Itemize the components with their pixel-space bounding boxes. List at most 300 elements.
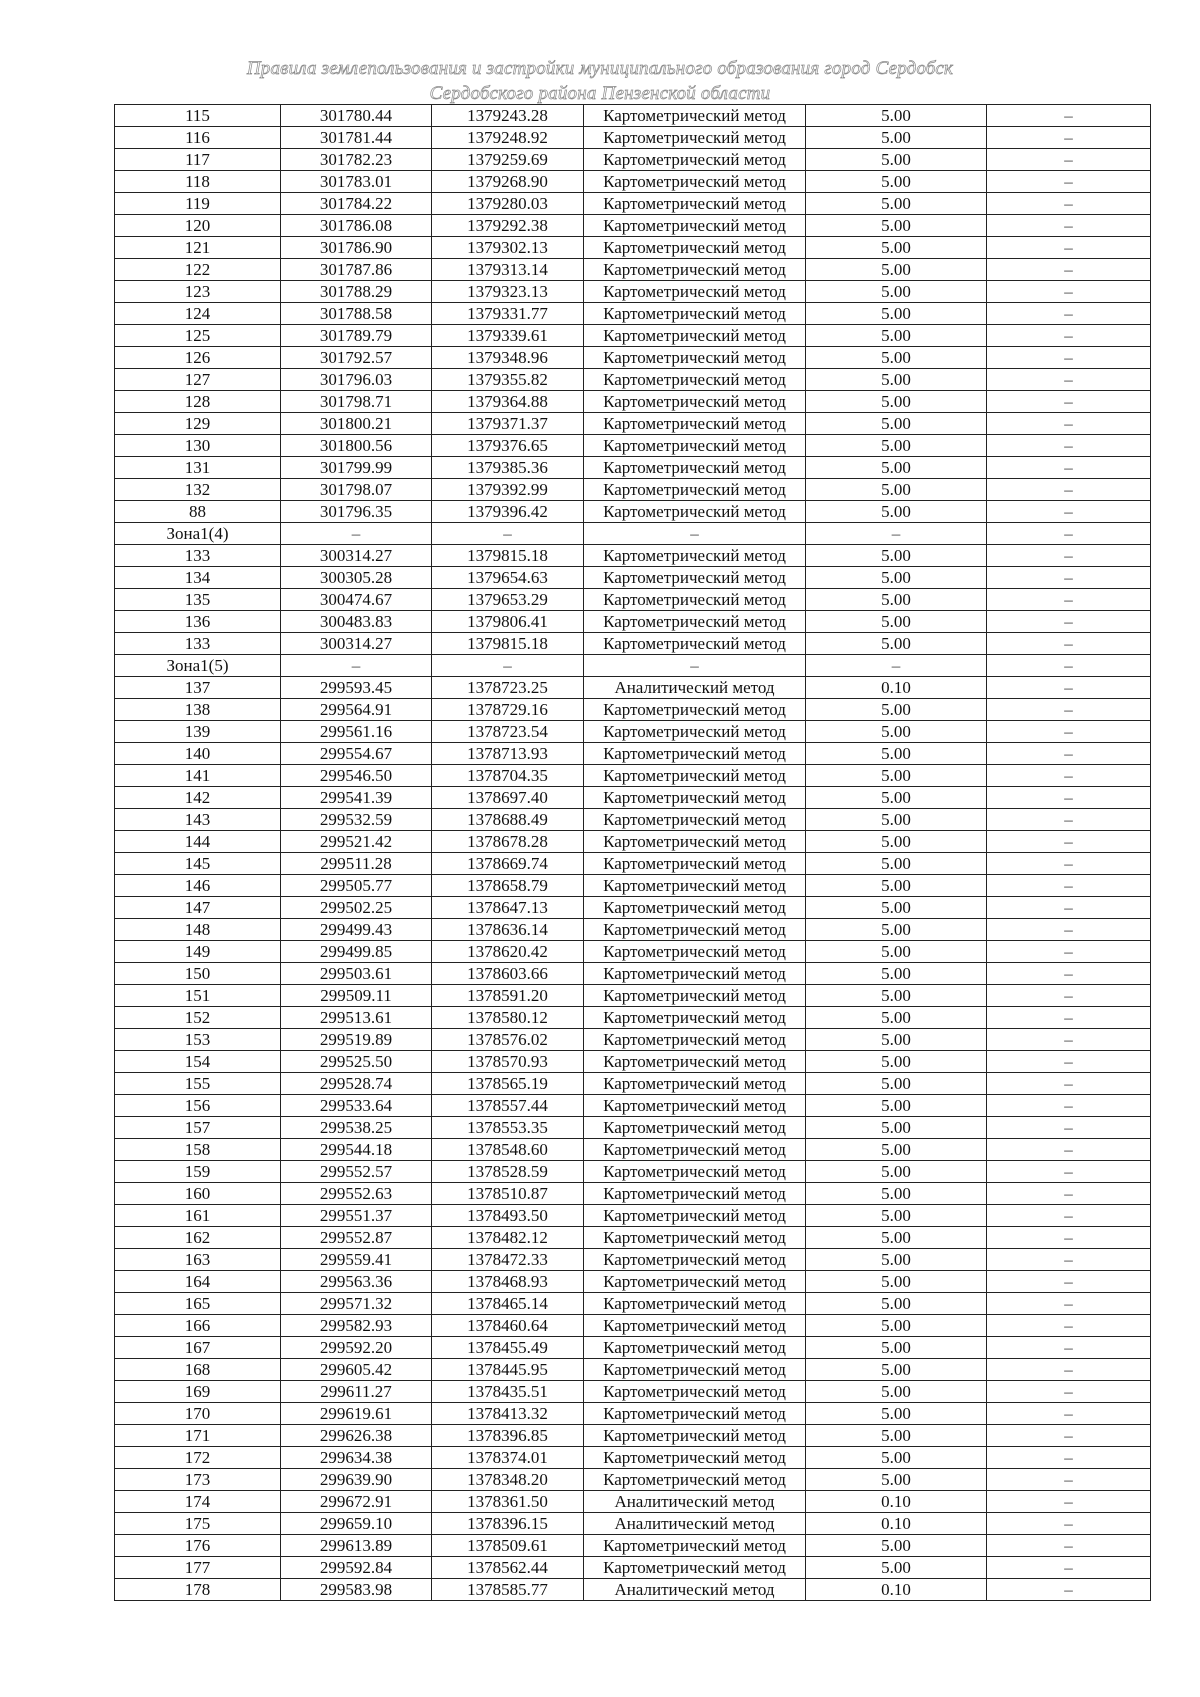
cell-x-coordinate: 301788.29 bbox=[281, 281, 432, 303]
cell-method: Картометрический метод bbox=[584, 809, 806, 831]
table-row bbox=[115, 589, 1151, 611]
cell-note: – bbox=[987, 347, 1151, 369]
cell-note: – bbox=[987, 589, 1151, 611]
cell-x-coordinate: 301800.56 bbox=[281, 435, 432, 457]
cell-method: Картометрический метод bbox=[584, 1029, 806, 1051]
cell-y-coordinate: 1378510.87 bbox=[432, 1183, 584, 1205]
cell-y-coordinate: 1378713.93 bbox=[432, 743, 584, 765]
cell-x-coordinate: – bbox=[281, 523, 432, 545]
cell-accuracy: 5.00 bbox=[806, 1469, 987, 1491]
cell-note: – bbox=[987, 743, 1151, 765]
cell-point-number: 121 bbox=[115, 237, 281, 259]
coordinates-table bbox=[114, 104, 1151, 1601]
cell-point-number: 135 bbox=[115, 589, 281, 611]
cell-point-number: 173 bbox=[115, 1469, 281, 1491]
cell-method: Картометрический метод bbox=[584, 413, 806, 435]
cell-note: – bbox=[987, 765, 1151, 787]
cell-y-coordinate: 1378455.49 bbox=[432, 1337, 584, 1359]
cell-accuracy: 5.00 bbox=[806, 1403, 987, 1425]
cell-accuracy: 5.00 bbox=[806, 1095, 987, 1117]
cell-accuracy: 5.00 bbox=[806, 171, 987, 193]
cell-y-coordinate: 1379280.03 bbox=[432, 193, 584, 215]
cell-note: – bbox=[987, 897, 1151, 919]
table-row bbox=[115, 479, 1151, 501]
cell-point-number: 139 bbox=[115, 721, 281, 743]
cell-y-coordinate: 1379371.37 bbox=[432, 413, 584, 435]
cell-x-coordinate: 299509.11 bbox=[281, 985, 432, 1007]
cell-method: Аналитический метод bbox=[584, 677, 806, 699]
cell-point-number: 156 bbox=[115, 1095, 281, 1117]
cell-method: Аналитический метод bbox=[584, 1513, 806, 1535]
cell-y-coordinate: 1379815.18 bbox=[432, 545, 584, 567]
cell-y-coordinate: 1378669.74 bbox=[432, 853, 584, 875]
cell-note: – bbox=[987, 1469, 1151, 1491]
cell-method: Картометрический метод bbox=[584, 1359, 806, 1381]
cell-method: Картометрический метод bbox=[584, 589, 806, 611]
cell-accuracy: 5.00 bbox=[806, 809, 987, 831]
cell-note: – bbox=[987, 611, 1151, 633]
cell-method: Картометрический метод bbox=[584, 325, 806, 347]
cell-x-coordinate: 299511.28 bbox=[281, 853, 432, 875]
cell-y-coordinate: 1378697.40 bbox=[432, 787, 584, 809]
cell-point-number: 88 bbox=[115, 501, 281, 523]
cell-x-coordinate: 301800.21 bbox=[281, 413, 432, 435]
table-row bbox=[115, 127, 1151, 149]
cell-accuracy: 5.00 bbox=[806, 743, 987, 765]
cell-x-coordinate: 300305.28 bbox=[281, 567, 432, 589]
table-row bbox=[115, 325, 1151, 347]
cell-x-coordinate: 299626.38 bbox=[281, 1425, 432, 1447]
cell-note: – bbox=[987, 413, 1151, 435]
cell-x-coordinate: 299538.25 bbox=[281, 1117, 432, 1139]
cell-note: – bbox=[987, 853, 1151, 875]
cell-x-coordinate: 299639.90 bbox=[281, 1469, 432, 1491]
table-row bbox=[115, 633, 1151, 655]
cell-accuracy: – bbox=[806, 655, 987, 677]
cell-note: – bbox=[987, 1205, 1151, 1227]
cell-point-number: 175 bbox=[115, 1513, 281, 1535]
cell-note: – bbox=[987, 1007, 1151, 1029]
table-row bbox=[115, 1249, 1151, 1271]
table-row bbox=[115, 413, 1151, 435]
cell-point-number: 131 bbox=[115, 457, 281, 479]
cell-y-coordinate: 1378548.60 bbox=[432, 1139, 584, 1161]
cell-method: Картометрический метод bbox=[584, 391, 806, 413]
cell-y-coordinate: 1378565.19 bbox=[432, 1073, 584, 1095]
cell-x-coordinate: 301789.79 bbox=[281, 325, 432, 347]
table-row bbox=[115, 1227, 1151, 1249]
table-row bbox=[115, 281, 1151, 303]
cell-x-coordinate: 300314.27 bbox=[281, 633, 432, 655]
cell-accuracy: 5.00 bbox=[806, 721, 987, 743]
table-row bbox=[115, 1205, 1151, 1227]
cell-accuracy: 5.00 bbox=[806, 1425, 987, 1447]
cell-accuracy: 5.00 bbox=[806, 149, 987, 171]
cell-x-coordinate: 299672.91 bbox=[281, 1491, 432, 1513]
cell-accuracy: 5.00 bbox=[806, 765, 987, 787]
table-row bbox=[115, 1117, 1151, 1139]
cell-point-number: 170 bbox=[115, 1403, 281, 1425]
cell-x-coordinate: 299592.20 bbox=[281, 1337, 432, 1359]
cell-method: Картометрический метод bbox=[584, 171, 806, 193]
cell-point-number: 149 bbox=[115, 941, 281, 963]
cell-method: Картометрический метод bbox=[584, 743, 806, 765]
cell-note: – bbox=[987, 193, 1151, 215]
cell-method: Картометрический метод bbox=[584, 1249, 806, 1271]
cell-method: Картометрический метод bbox=[584, 501, 806, 523]
cell-accuracy: 5.00 bbox=[806, 611, 987, 633]
cell-method: Картометрический метод bbox=[584, 259, 806, 281]
table-row bbox=[115, 171, 1151, 193]
cell-y-coordinate: 1378591.20 bbox=[432, 985, 584, 1007]
cell-accuracy: 5.00 bbox=[806, 699, 987, 721]
cell-accuracy: 5.00 bbox=[806, 545, 987, 567]
cell-accuracy: 5.00 bbox=[806, 1117, 987, 1139]
cell-accuracy: 5.00 bbox=[806, 1007, 987, 1029]
cell-method: Картометрический метод bbox=[584, 765, 806, 787]
cell-x-coordinate: 299546.50 bbox=[281, 765, 432, 787]
table-row bbox=[115, 435, 1151, 457]
cell-y-coordinate: 1378557.44 bbox=[432, 1095, 584, 1117]
cell-point-number: 148 bbox=[115, 919, 281, 941]
cell-method: Картометрический метод bbox=[584, 1271, 806, 1293]
cell-point-number: 154 bbox=[115, 1051, 281, 1073]
cell-note: – bbox=[987, 1161, 1151, 1183]
cell-x-coordinate: 299571.32 bbox=[281, 1293, 432, 1315]
table-row bbox=[115, 237, 1151, 259]
cell-x-coordinate: 299552.87 bbox=[281, 1227, 432, 1249]
cell-method: Картометрический метод bbox=[584, 545, 806, 567]
cell-y-coordinate: 1379396.42 bbox=[432, 501, 584, 523]
table-row bbox=[115, 1491, 1151, 1513]
cell-point-number: 140 bbox=[115, 743, 281, 765]
cell-point-number: 138 bbox=[115, 699, 281, 721]
cell-note: – bbox=[987, 237, 1151, 259]
table-row bbox=[115, 897, 1151, 919]
table-row bbox=[115, 523, 1151, 545]
cell-note: – bbox=[987, 391, 1151, 413]
cell-y-coordinate: 1378562.44 bbox=[432, 1557, 584, 1579]
cell-method: Картометрический метод bbox=[584, 347, 806, 369]
table-row bbox=[115, 1425, 1151, 1447]
cell-accuracy: 5.00 bbox=[806, 1535, 987, 1557]
cell-y-coordinate: 1379259.69 bbox=[432, 149, 584, 171]
cell-accuracy: 5.00 bbox=[806, 1359, 987, 1381]
cell-y-coordinate: 1378361.50 bbox=[432, 1491, 584, 1513]
cell-note: – bbox=[987, 105, 1151, 127]
cell-accuracy: 0.10 bbox=[806, 1491, 987, 1513]
cell-y-coordinate: 1378460.64 bbox=[432, 1315, 584, 1337]
cell-method: Картометрический метод bbox=[584, 1073, 806, 1095]
cell-note: – bbox=[987, 699, 1151, 721]
cell-method: Картометрический метод bbox=[584, 127, 806, 149]
cell-y-coordinate: 1379323.13 bbox=[432, 281, 584, 303]
cell-method: – bbox=[584, 523, 806, 545]
cell-point-number: 119 bbox=[115, 193, 281, 215]
cell-point-number: 141 bbox=[115, 765, 281, 787]
cell-point-number: Зона1(4) bbox=[115, 523, 281, 545]
cell-method: Картометрический метод bbox=[584, 237, 806, 259]
cell-method: Картометрический метод bbox=[584, 215, 806, 237]
cell-note: – bbox=[987, 1359, 1151, 1381]
table-row bbox=[115, 105, 1151, 127]
cell-accuracy: 5.00 bbox=[806, 567, 987, 589]
cell-method: Картометрический метод bbox=[584, 633, 806, 655]
cell-point-number: 174 bbox=[115, 1491, 281, 1513]
cell-point-number: 137 bbox=[115, 677, 281, 699]
header-line-2: Сердобского района Пензенской области bbox=[429, 83, 771, 104]
cell-method: Картометрический метод bbox=[584, 787, 806, 809]
cell-method: Картометрический метод bbox=[584, 1095, 806, 1117]
cell-accuracy: 5.00 bbox=[806, 985, 987, 1007]
cell-x-coordinate: 301783.01 bbox=[281, 171, 432, 193]
cell-point-number: 128 bbox=[115, 391, 281, 413]
cell-method: Картометрический метод bbox=[584, 1183, 806, 1205]
cell-accuracy: 5.00 bbox=[806, 1557, 987, 1579]
cell-x-coordinate: 301782.23 bbox=[281, 149, 432, 171]
cell-point-number: 152 bbox=[115, 1007, 281, 1029]
cell-x-coordinate: 301796.03 bbox=[281, 369, 432, 391]
cell-x-coordinate: 299611.27 bbox=[281, 1381, 432, 1403]
cell-point-number: 132 bbox=[115, 479, 281, 501]
cell-note: – bbox=[987, 1381, 1151, 1403]
cell-x-coordinate: 299502.25 bbox=[281, 897, 432, 919]
cell-method: Картометрический метод bbox=[584, 303, 806, 325]
cell-note: – bbox=[987, 127, 1151, 149]
cell-y-coordinate: 1378482.12 bbox=[432, 1227, 584, 1249]
cell-accuracy: 5.00 bbox=[806, 369, 987, 391]
cell-note: – bbox=[987, 1117, 1151, 1139]
cell-y-coordinate: 1378553.35 bbox=[432, 1117, 584, 1139]
cell-y-coordinate: 1379376.65 bbox=[432, 435, 584, 457]
table-row bbox=[115, 149, 1151, 171]
cell-y-coordinate: – bbox=[432, 655, 584, 677]
cell-point-number: 123 bbox=[115, 281, 281, 303]
cell-method: Картометрический метод bbox=[584, 1007, 806, 1029]
cell-point-number: 133 bbox=[115, 545, 281, 567]
cell-y-coordinate: 1378396.15 bbox=[432, 1513, 584, 1535]
cell-accuracy: 0.10 bbox=[806, 1513, 987, 1535]
cell-note: – bbox=[987, 677, 1151, 699]
cell-note: – bbox=[987, 501, 1151, 523]
cell-x-coordinate: 299499.85 bbox=[281, 941, 432, 963]
cell-note: – bbox=[987, 1271, 1151, 1293]
cell-note: – bbox=[987, 809, 1151, 831]
cell-note: – bbox=[987, 1073, 1151, 1095]
cell-point-number: 160 bbox=[115, 1183, 281, 1205]
cell-x-coordinate: 301780.44 bbox=[281, 105, 432, 127]
cell-note: – bbox=[987, 1139, 1151, 1161]
table-row bbox=[115, 1183, 1151, 1205]
cell-accuracy: 5.00 bbox=[806, 633, 987, 655]
cell-note: – bbox=[987, 1535, 1151, 1557]
cell-note: – bbox=[987, 259, 1151, 281]
cell-x-coordinate: 301792.57 bbox=[281, 347, 432, 369]
cell-y-coordinate: 1378723.54 bbox=[432, 721, 584, 743]
table-row bbox=[115, 1579, 1151, 1601]
cell-x-coordinate: 299554.67 bbox=[281, 743, 432, 765]
cell-accuracy: 5.00 bbox=[806, 1447, 987, 1469]
table-row bbox=[115, 853, 1151, 875]
cell-point-number: 134 bbox=[115, 567, 281, 589]
cell-point-number: 169 bbox=[115, 1381, 281, 1403]
table-row bbox=[115, 1557, 1151, 1579]
cell-note: – bbox=[987, 369, 1151, 391]
cell-x-coordinate: 301784.22 bbox=[281, 193, 432, 215]
table-row bbox=[115, 1139, 1151, 1161]
cell-note: – bbox=[987, 1029, 1151, 1051]
coordinates-table-body bbox=[115, 105, 1151, 1601]
table-row bbox=[115, 1469, 1151, 1491]
cell-x-coordinate: 299521.42 bbox=[281, 831, 432, 853]
table-row bbox=[115, 1337, 1151, 1359]
table-row bbox=[115, 1315, 1151, 1337]
cell-method: – bbox=[584, 655, 806, 677]
cell-point-number: 162 bbox=[115, 1227, 281, 1249]
cell-point-number: 147 bbox=[115, 897, 281, 919]
cell-note: – bbox=[987, 1513, 1151, 1535]
cell-x-coordinate: 299613.89 bbox=[281, 1535, 432, 1557]
table-row bbox=[115, 1051, 1151, 1073]
cell-method: Картометрический метод bbox=[584, 875, 806, 897]
cell-y-coordinate: 1379355.82 bbox=[432, 369, 584, 391]
cell-method: Картометрический метод bbox=[584, 149, 806, 171]
table-row bbox=[115, 259, 1151, 281]
cell-accuracy: 5.00 bbox=[806, 237, 987, 259]
cell-y-coordinate: 1378509.61 bbox=[432, 1535, 584, 1557]
cell-y-coordinate: 1378688.49 bbox=[432, 809, 584, 831]
cell-x-coordinate: 301786.08 bbox=[281, 215, 432, 237]
table-row bbox=[115, 611, 1151, 633]
cell-method: Картометрический метод bbox=[584, 479, 806, 501]
cell-accuracy: 5.00 bbox=[806, 853, 987, 875]
cell-method: Картометрический метод bbox=[584, 1381, 806, 1403]
cell-accuracy: 5.00 bbox=[806, 127, 987, 149]
table-row bbox=[115, 193, 1151, 215]
cell-y-coordinate: 1379268.90 bbox=[432, 171, 584, 193]
cell-note: – bbox=[987, 831, 1151, 853]
cell-method: Картометрический метод bbox=[584, 919, 806, 941]
table-row bbox=[115, 347, 1151, 369]
cell-y-coordinate: 1379248.92 bbox=[432, 127, 584, 149]
cell-accuracy: 5.00 bbox=[806, 897, 987, 919]
cell-x-coordinate: 301796.35 bbox=[281, 501, 432, 523]
table-row bbox=[115, 721, 1151, 743]
cell-point-number: 118 bbox=[115, 171, 281, 193]
header-line-1: Правила землепользования и застройки муниципального образования город Сердобск bbox=[246, 58, 954, 79]
cell-accuracy: 5.00 bbox=[806, 1271, 987, 1293]
cell-note: – bbox=[987, 567, 1151, 589]
cell-y-coordinate: 1378658.79 bbox=[432, 875, 584, 897]
cell-x-coordinate: 299564.91 bbox=[281, 699, 432, 721]
table-row bbox=[115, 831, 1151, 853]
cell-method: Картометрический метод bbox=[584, 1337, 806, 1359]
table-row bbox=[115, 1513, 1151, 1535]
cell-method: Картометрический метод bbox=[584, 1161, 806, 1183]
cell-x-coordinate: 299525.50 bbox=[281, 1051, 432, 1073]
cell-point-number: 146 bbox=[115, 875, 281, 897]
cell-point-number: 178 bbox=[115, 1579, 281, 1601]
table-row bbox=[115, 919, 1151, 941]
cell-note: – bbox=[987, 457, 1151, 479]
cell-y-coordinate: 1378723.25 bbox=[432, 677, 584, 699]
page-header bbox=[0, 56, 1200, 106]
cell-y-coordinate: 1378704.35 bbox=[432, 765, 584, 787]
cell-note: – bbox=[987, 1227, 1151, 1249]
cell-method: Картометрический метод bbox=[584, 1469, 806, 1491]
cell-note: – bbox=[987, 1183, 1151, 1205]
table-row bbox=[115, 1073, 1151, 1095]
cell-y-coordinate: 1379654.63 bbox=[432, 567, 584, 589]
cell-point-number: 155 bbox=[115, 1073, 281, 1095]
cell-y-coordinate: 1378348.20 bbox=[432, 1469, 584, 1491]
cell-note: – bbox=[987, 545, 1151, 567]
cell-note: – bbox=[987, 875, 1151, 897]
cell-x-coordinate: 299582.93 bbox=[281, 1315, 432, 1337]
table-row bbox=[115, 1029, 1151, 1051]
cell-note: – bbox=[987, 1337, 1151, 1359]
cell-y-coordinate: 1378580.12 bbox=[432, 1007, 584, 1029]
cell-accuracy: 5.00 bbox=[806, 589, 987, 611]
cell-note: – bbox=[987, 787, 1151, 809]
cell-point-number: 145 bbox=[115, 853, 281, 875]
cell-accuracy: 5.00 bbox=[806, 1227, 987, 1249]
cell-method: Картометрический метод bbox=[584, 721, 806, 743]
cell-note: – bbox=[987, 1249, 1151, 1271]
table-row bbox=[115, 1271, 1151, 1293]
cell-method: Картометрический метод bbox=[584, 281, 806, 303]
cell-y-coordinate: 1379392.99 bbox=[432, 479, 584, 501]
cell-x-coordinate: 301787.86 bbox=[281, 259, 432, 281]
cell-accuracy: 5.00 bbox=[806, 303, 987, 325]
cell-point-number: 136 bbox=[115, 611, 281, 633]
cell-x-coordinate: 299552.63 bbox=[281, 1183, 432, 1205]
cell-x-coordinate: 299559.41 bbox=[281, 1249, 432, 1271]
cell-y-coordinate: 1378396.85 bbox=[432, 1425, 584, 1447]
cell-x-coordinate: 301799.99 bbox=[281, 457, 432, 479]
cell-x-coordinate: 299541.39 bbox=[281, 787, 432, 809]
cell-accuracy: – bbox=[806, 523, 987, 545]
cell-y-coordinate: 1379385.36 bbox=[432, 457, 584, 479]
cell-y-coordinate: 1378620.42 bbox=[432, 941, 584, 963]
table-row bbox=[115, 985, 1151, 1007]
cell-y-coordinate: 1379339.61 bbox=[432, 325, 584, 347]
cell-x-coordinate: 299634.38 bbox=[281, 1447, 432, 1469]
cell-note: – bbox=[987, 435, 1151, 457]
cell-method: Картометрический метод bbox=[584, 567, 806, 589]
table-row bbox=[115, 457, 1151, 479]
cell-method: Картометрический метод bbox=[584, 105, 806, 127]
cell-note: – bbox=[987, 633, 1151, 655]
cell-method: Картометрический метод bbox=[584, 897, 806, 919]
cell-accuracy: 5.00 bbox=[806, 1051, 987, 1073]
table-row bbox=[115, 787, 1151, 809]
cell-y-coordinate: – bbox=[432, 523, 584, 545]
cell-accuracy: 5.00 bbox=[806, 831, 987, 853]
table-row bbox=[115, 1535, 1151, 1557]
table-row bbox=[115, 567, 1151, 589]
cell-point-number: 115 bbox=[115, 105, 281, 127]
cell-accuracy: 5.00 bbox=[806, 325, 987, 347]
cell-accuracy: 5.00 bbox=[806, 281, 987, 303]
cell-note: – bbox=[987, 985, 1151, 1007]
cell-note: – bbox=[987, 721, 1151, 743]
cell-method: Аналитический метод bbox=[584, 1579, 806, 1601]
cell-y-coordinate: 1378585.77 bbox=[432, 1579, 584, 1601]
cell-note: – bbox=[987, 171, 1151, 193]
cell-x-coordinate: 299519.89 bbox=[281, 1029, 432, 1051]
cell-method: Картометрический метод bbox=[584, 457, 806, 479]
